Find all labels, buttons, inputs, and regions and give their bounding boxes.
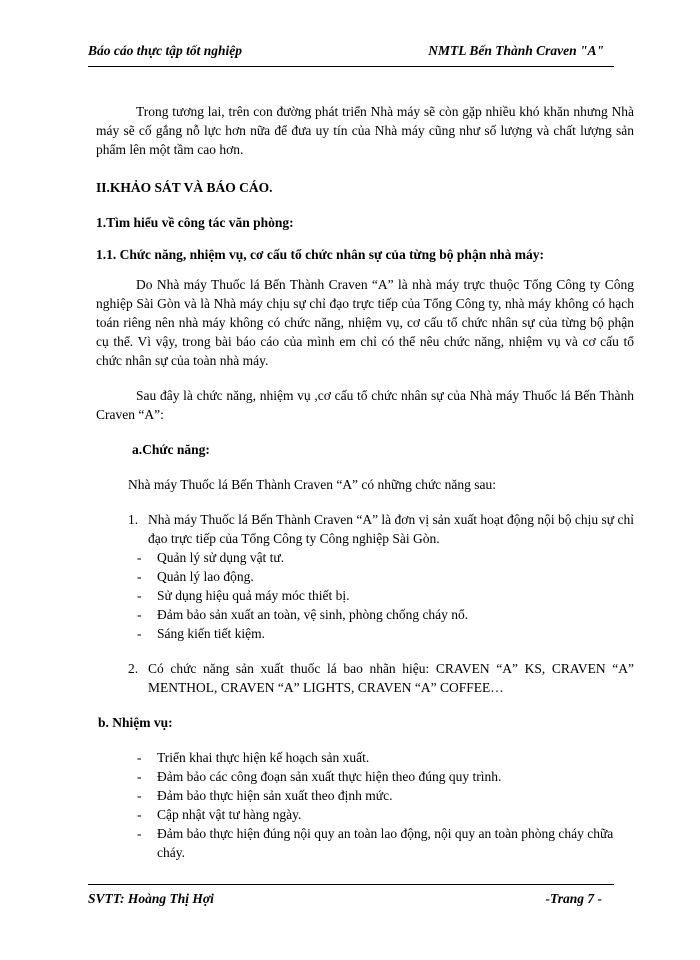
- list-item: - Sáng kiến tiết kiệm.: [137, 626, 265, 641]
- footer-rule: [88, 884, 614, 885]
- list-item: - Quản lý lao động.: [137, 569, 254, 584]
- list-item: - Đảm bảo thực hiện đúng nội quy an toàn lao động, nội quy an toàn phòng cháy chữa cháy.: [137, 826, 614, 860]
- function-item-2-text: Có chức năng sản xuất thuốc lá bao nhãn hiệu: CRAVEN “A” KS, CRAVEN “A” MENTHOL, CRAVEN “A” LIGHTS, CRAVEN “A” COFFEE…: [148, 661, 634, 695]
- function-item-1-number: 1.: [128, 512, 139, 527]
- list-item: - Đảm bảo sản xuất an toàn, vệ sinh, phòng chống cháy nổ.: [137, 607, 469, 622]
- bullet-dash: -: [137, 626, 142, 641]
- tasks-bullet-list: [96, 748, 634, 862]
- bullet-dash: -: [137, 550, 142, 565]
- bullet-dash: -: [137, 750, 142, 765]
- header-factory-name: NMTL Bến Thành Craven "A": [428, 43, 604, 58]
- bullet-dash: -: [137, 826, 142, 841]
- bullet-dash: -: [137, 569, 142, 584]
- list-item: - Triển khai thực hiện kế hoạch sản xuất.: [137, 750, 370, 765]
- function-item-2-number: 2.: [128, 661, 139, 676]
- list-item: - Đảm bảo thực hiện sản xuất theo định mức.: [137, 788, 393, 803]
- list-item: - Cập nhật vật tư hàng ngày.: [137, 807, 302, 822]
- functions-bullet-list: [96, 548, 634, 643]
- heading-tasks: b. Nhiệm vụ:: [98, 715, 173, 730]
- list-item: - Sử dụng hiệu quả máy móc thiết bị.: [137, 588, 350, 603]
- footer-page-number: -Trang 7 -: [545, 891, 602, 906]
- subsection-heading-1-1: 1.1. Chức năng, nhiệm vụ, cơ cấu tổ chức nhân sự của từng bộ phận nhà máy:: [96, 247, 544, 262]
- list-item: - Đảm bảo các công đoạn sản xuất thực hiện theo đúng quy trình.: [137, 769, 502, 784]
- function-item-1: [128, 510, 634, 548]
- bullet-dash: -: [137, 807, 142, 822]
- page-header: [88, 43, 614, 59]
- footer-student: SVTT: Hoàng Thị Hợi: [88, 891, 214, 906]
- list-item: - Quản lý sử dụng vật tư.: [137, 550, 285, 565]
- heading-functions: a.Chức năng:: [132, 442, 210, 457]
- page-body: [96, 102, 634, 862]
- subsection-heading-1: 1.Tìm hiểu về công tác văn phòng:: [96, 215, 294, 230]
- paragraph-1: Do Nhà máy Thuốc lá Bến Thành Craven “A” là nhà máy trực thuộc Tổng Công ty Công nghiệp Sài Gòn và là Nhà máy chịu sự chỉ đạo trực tiếp của Tổng Công ty, nhà máy không có hạch toán riêng nên nhà máy không có chức năng, nhiệm vụ, cơ cấu tổ chức nhân sự của từng bộ phận cụ thể. Vì vậy, trong bài báo cáo của mình em chỉ có thể nêu chức năng, nhiệm vụ và cơ cấu tổ chức nhân sự của toàn nhà máy.: [96, 277, 634, 368]
- bullet-dash: -: [137, 588, 142, 603]
- header-rule: [88, 66, 614, 67]
- functions-intro: Nhà máy Thuốc lá Bến Thành Craven “A” có những chức năng sau:: [128, 477, 497, 492]
- section-heading: II.KHẢO SÁT VÀ BÁO CÁO.: [96, 180, 273, 195]
- function-item-2: [128, 659, 634, 697]
- header-report-title: Báo cáo thực tập tốt nghiệp: [88, 43, 242, 58]
- function-item-1-text: Nhà máy Thuốc lá Bến Thành Craven “A” là đơn vị sản xuất hoạt động nội bộ chịu sự chỉ đạo trực tiếp của Tổng Công ty Công nghiệp Sài Gòn.: [148, 512, 634, 546]
- page-footer: [88, 891, 614, 907]
- paragraph-2: Sau đây là chức năng, nhiệm vụ ,cơ cấu tổ chức nhân sự của Nhà máy Thuốc lá Bến Thành Craven “A”:: [96, 388, 634, 422]
- bullet-dash: -: [137, 769, 142, 784]
- intro-paragraph: Trong tương lai, trên con đường phát triển Nhà máy sẽ còn gặp nhiều khó khăn nhưng Nhà máy sẽ cố gắng nỗ lực hơn nữa để đưa uy tín của Nhà máy cũng như số lượng và chất lượng sản phẩm lên một tầm cao hơn.: [96, 104, 634, 157]
- bullet-dash: -: [137, 607, 142, 622]
- bullet-dash: -: [137, 788, 142, 803]
